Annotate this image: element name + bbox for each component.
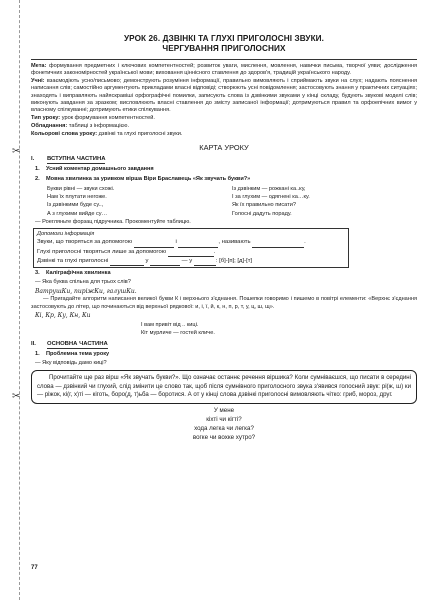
info-box-row: Звуки, що творяться за допомогою і , називають . bbox=[37, 238, 345, 247]
info-text: Дзвінкі та глухі приголосні bbox=[37, 257, 109, 264]
subsection-number: 1. bbox=[35, 351, 40, 358]
lesson-title-line-2: ЧЕРГУВАННЯ ПРИГОЛОСНИХ bbox=[162, 44, 286, 54]
calligraphy-algorithm: — Пригадайте алгоритм написання великої букви К і верхнього з'єднання. Пошепки говоримо і пишемо в повітрі елементи: «Верхнє з'єднання застосовують до літер, що починаються від верхньої рядкової: и, і, ї, й, к, н, п, р, т, у, ц, ш, щ». bbox=[31, 296, 417, 310]
rule-explanation-box: Прочитайте ще раз вірш «Як звучать букви?». Що означає останнє речення віршика? Коли сумніваєшся, що писати в середині слова — дзвінкий чи глухий, слід змінити це слово так, щоб після сумнівного приголосного звука з'явився голосний звук: рі(ж, ш) ки — ріжок, кі(г, х)ті — кіготь, боро(д, т)ьба — боротися. А от у кінці слова дзвінкі приголосні вимовляють чітко: гриб, мороз, друг. bbox=[31, 370, 417, 403]
lesson-map-heading: КАРТА УРОКУ bbox=[199, 142, 249, 152]
fill-blank[interactable] bbox=[194, 260, 216, 266]
info-box-row: Глухі приголосні творяться лише за допомогою . bbox=[37, 248, 345, 257]
info-text: у bbox=[145, 257, 149, 264]
section-title: ОСНОВНА ЧАСТИНА bbox=[47, 341, 108, 350]
rhyme-lines bbox=[141, 321, 417, 337]
meta-goal-text: формування предметних і ключових компетентностей; розвиток уваги, мислення, мовлення, навички письма, творчої уяви; дослідження фонетичних закономірностей української мови; виховання ціннісного ставлення до здоров'я, традицій українського народу. bbox=[31, 62, 417, 76]
meta-equipment bbox=[31, 123, 417, 130]
info-text: Звуки, що творяться за допомогою bbox=[37, 239, 133, 246]
poem-line: А з глухими вийде су… bbox=[47, 210, 108, 217]
meta-colors-label: Кольорові слова уроку: bbox=[31, 131, 98, 138]
info-box-row bbox=[37, 257, 345, 266]
section-number: II. bbox=[31, 340, 36, 347]
subsection-homework bbox=[35, 166, 417, 173]
poem-line: У мене bbox=[213, 406, 235, 414]
subsection-problem-topic bbox=[35, 351, 417, 358]
subsection-title: Мовна хвилинка за уривком вірша Віри Браславець «Як звучать букви?» bbox=[46, 175, 251, 182]
fill-blank[interactable] bbox=[168, 251, 214, 257]
poster-instruction: — Роегляньте форзац підручника. Прокоментуйте таблицю. bbox=[35, 219, 191, 226]
fill-blank[interactable] bbox=[150, 260, 180, 266]
meta-goal bbox=[31, 63, 417, 78]
poem-line: І за глухим — одягнені ка…ку. bbox=[232, 193, 310, 200]
cut-line bbox=[19, 0, 20, 600]
subsection-number: 3. bbox=[35, 270, 40, 277]
meta-students-text: взаємодіють усно/письмово; демонструють розуміння інформації, правильно вимовляють і сприймають звуки на слух; надають пояснення написання слів; самостійно аргументують прикладами власні відповіді; створюють усні повідомлення; застосовують знання у практичних ситуаціях; знаходять і виправляють найяскравіші орфографічні помилки, записують слова із дзвінкими звуками у кінці складу, будують звукові моделі слів; виконують завдання за зразком; висловлюють власні ставлення до змісту записаної інформації; дотримуються правил та орфоепічних вимог у власному спілкуванні; дотримують етики спілкування. bbox=[31, 77, 417, 114]
handwritten-words: ВатрушКи, пиріжКи, галушКи. bbox=[35, 287, 137, 295]
meta-colors-text: дзвінкі та глухі приголосні звуки. bbox=[98, 131, 183, 138]
info-text: : [б]-[п]; [д]-[т] bbox=[215, 257, 253, 264]
lesson-title bbox=[31, 34, 417, 55]
answer-question: — Яку відповідь дамо киці? bbox=[35, 360, 107, 367]
poem-line: Нам їх плутати негоже. bbox=[47, 193, 107, 200]
poem-line: Букви рівні — звуки схожі. bbox=[47, 185, 115, 192]
meta-type bbox=[31, 115, 417, 122]
section-title: ВСТУПНА ЧАСТИНА bbox=[47, 156, 105, 165]
subsection-number: 2. bbox=[35, 175, 40, 182]
meta-equipment-label: Обладнання: bbox=[31, 123, 68, 130]
scissors-icon: ✂ bbox=[12, 146, 21, 157]
subsection-title: Проблемна тема уроку bbox=[46, 351, 110, 358]
info-text: , називають bbox=[218, 239, 251, 246]
page-content bbox=[31, 34, 417, 443]
poem-line: Як їх правильно писати? bbox=[232, 202, 296, 209]
calligraphy-question: — Яка буква спільна для трьох слів? bbox=[35, 279, 131, 286]
fill-blank[interactable] bbox=[252, 242, 304, 248]
poem-line: кіхті чи кігті? bbox=[206, 415, 242, 423]
info-box-header: Допомоги інформація bbox=[37, 230, 95, 237]
lesson-title-line-1: УРОК 26. ДЗВІНКІ ТА ГЛУХІ ПРИГОЛОСНІ ЗВУКИ. bbox=[123, 34, 325, 43]
poem-line: Із дзвінкими буде су.., bbox=[47, 202, 104, 209]
meta-type-text: урок формування компетентностей. bbox=[61, 115, 155, 122]
rhyme-line: Кіт мурличе — гостей кличе. bbox=[141, 330, 215, 337]
poem-line: хода легка чи легка? bbox=[194, 424, 254, 432]
poem-line: вогке чи вохке хутро? bbox=[192, 433, 256, 441]
title-divider bbox=[31, 59, 417, 60]
page-number: 77 bbox=[31, 565, 38, 571]
fill-blank[interactable] bbox=[178, 242, 218, 248]
rhyme-line: І вам привіт від .. киці. bbox=[141, 322, 199, 329]
subsection-language-minute bbox=[35, 176, 417, 183]
info-text: і bbox=[175, 239, 177, 246]
meta-colors bbox=[31, 131, 417, 138]
meta-students-label: Учні: bbox=[31, 77, 45, 84]
info-text: Глухі приголосні творяться лише за допомогою bbox=[37, 248, 167, 255]
poem-line: Голосні дадуть пораду. bbox=[232, 210, 292, 217]
info-fill-box bbox=[33, 228, 349, 268]
subsection-calligraphy bbox=[35, 270, 417, 277]
section-heading-main bbox=[31, 341, 417, 350]
handwritten-letters: Кі, Кр, Ку, Кн, Ки bbox=[35, 312, 91, 320]
subsection-title: Усний коментар домашнього завдання bbox=[46, 166, 154, 173]
info-text: — у bbox=[181, 257, 193, 264]
fill-blank[interactable] bbox=[134, 242, 174, 248]
questions-poem bbox=[31, 407, 417, 443]
fill-blank[interactable] bbox=[110, 260, 144, 266]
poem-column-left bbox=[47, 185, 232, 219]
lesson-meta bbox=[31, 63, 417, 139]
poem-verses bbox=[47, 185, 417, 219]
subsection-number: 1. bbox=[35, 166, 40, 173]
meta-students bbox=[31, 78, 417, 115]
meta-goal-label: Мета: bbox=[31, 62, 47, 69]
scissors-icon: ✂ bbox=[12, 391, 21, 402]
poem-column-right bbox=[232, 185, 417, 219]
section-heading-intro bbox=[31, 156, 417, 165]
meta-equipment-text: таблиці з інформацією. bbox=[68, 123, 130, 130]
section-number: I. bbox=[31, 155, 35, 162]
meta-type-label: Тип уроку: bbox=[31, 115, 61, 122]
subsection-title: Каліграфічна хвилинка bbox=[46, 270, 111, 277]
poem-line: Із дзвінким — рожкані ка..ку, bbox=[232, 185, 306, 192]
